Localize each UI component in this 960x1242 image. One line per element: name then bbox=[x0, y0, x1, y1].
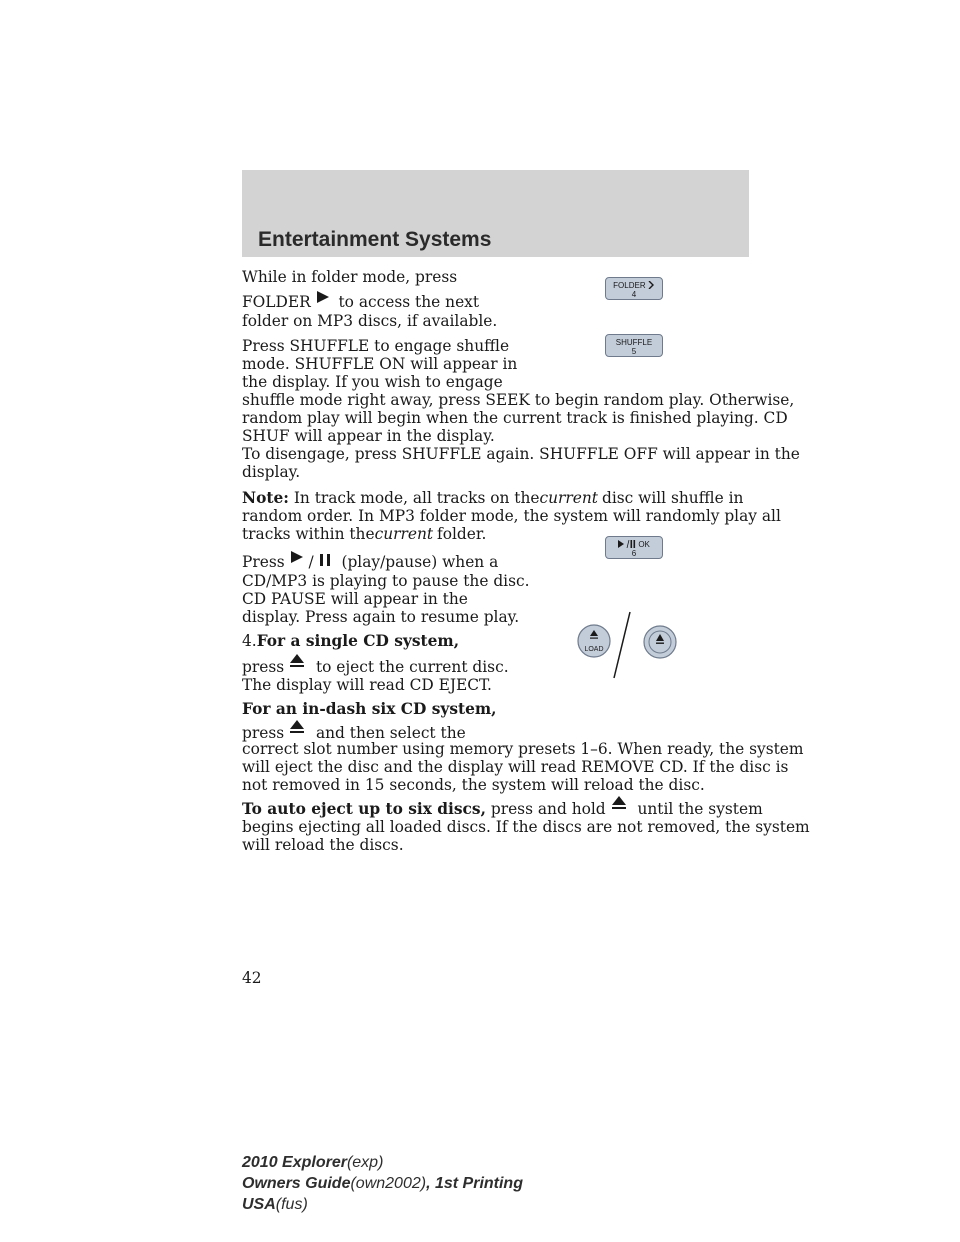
shuffle-line-3: the display. If you wish to engage bbox=[242, 373, 503, 391]
play-arrow-icon bbox=[316, 290, 330, 304]
footer-printing: , 1st Printing bbox=[426, 1175, 523, 1192]
eject-line-7: will eject the disc and the display will read REMOVE CD. If the disc is bbox=[242, 758, 789, 776]
eject-icon bbox=[289, 720, 305, 734]
note-line-1-c: disc will shuffle in bbox=[601, 489, 744, 507]
note-line-2: random order. In MP3 folder mode, the system will randomly play all bbox=[242, 507, 781, 525]
step-number: 4. bbox=[242, 632, 257, 650]
eject-icon bbox=[611, 796, 627, 810]
eject-button bbox=[644, 626, 676, 658]
eject-line-9 bbox=[242, 796, 763, 818]
single-cd-heading: For a single CD system, bbox=[256, 632, 460, 650]
play-separator: / bbox=[308, 553, 314, 571]
ok-label: OK bbox=[638, 540, 650, 549]
shuffle-line-4: shuffle mode right away, press SEEK to begin random play. Otherwise, bbox=[242, 391, 795, 409]
eject-press-word-1: press bbox=[242, 658, 285, 676]
shuffle-line-2: mode. SHUFFLE ON will appear in bbox=[242, 355, 518, 373]
note-line-3 bbox=[242, 525, 486, 543]
auto-eject-heading: To auto eject up to six discs, bbox=[242, 800, 486, 818]
eject-line-3: The display will read CD EJECT. bbox=[242, 676, 492, 694]
eject-line-2 bbox=[242, 654, 509, 676]
folder-button-illustration bbox=[605, 277, 663, 300]
shuffle-line-8: display. bbox=[242, 463, 301, 481]
folder-button-label: FOLDER bbox=[613, 281, 646, 290]
eject-buttons-illustration bbox=[570, 604, 680, 684]
folder-line-2-rest: to access the next bbox=[338, 293, 480, 311]
folder-line-1: While in folder mode, press bbox=[242, 268, 458, 286]
eject-line-6: correct slot number using memory presets 1–6. When ready, the system bbox=[242, 740, 804, 758]
eject-line-2-rest: to eject the current disc. bbox=[315, 658, 509, 676]
play-icon bbox=[290, 550, 304, 564]
note-label: Note: bbox=[242, 489, 289, 507]
print-footer bbox=[242, 1152, 523, 1215]
section-title: Entertainment Systems bbox=[258, 228, 492, 251]
folder-line-2 bbox=[242, 290, 479, 311]
eject-line-5 bbox=[242, 720, 466, 742]
section-header bbox=[242, 170, 749, 257]
eject-line-5-rest: and then select the bbox=[315, 724, 466, 742]
footer-guide: Owners Guide bbox=[242, 1175, 351, 1192]
eject-line-9-b: press and hold bbox=[490, 800, 606, 818]
six-cd-heading: For an in-dash six CD system, bbox=[242, 700, 497, 718]
footer-line-1 bbox=[242, 1152, 523, 1173]
footer-market-code: (fus) bbox=[275, 1196, 308, 1213]
play-line-1 bbox=[242, 550, 498, 571]
play-pause-button-illustration bbox=[605, 536, 663, 559]
play-line-1-rest: (play/pause) when a bbox=[341, 553, 499, 571]
divider-slash bbox=[614, 612, 630, 678]
eject-line-8: not removed in 15 seconds, the system will reload the disc. bbox=[242, 776, 705, 794]
footer-line-3 bbox=[242, 1194, 523, 1215]
shuffle-line-6: SHUF will appear in the display. bbox=[242, 427, 495, 445]
shuffle-line-7: To disengage, press SHUFFLE again. SHUFFLE OFF will appear in the bbox=[242, 445, 800, 463]
eject-line-9-c: until the system bbox=[637, 800, 763, 818]
footer-guide-code: (own2002) bbox=[350, 1175, 427, 1192]
footer-model: 2010 Explorer bbox=[242, 1154, 347, 1171]
load-eject-button bbox=[578, 625, 610, 657]
footer-model-code: (exp) bbox=[346, 1154, 384, 1171]
note-current-2: current bbox=[374, 525, 434, 543]
shuffle-button-label: SHUFFLE bbox=[615, 338, 653, 347]
note-line-1-a: In track mode, all tracks on the bbox=[293, 489, 540, 507]
play-line-4: display. Press again to resume play. bbox=[242, 608, 520, 626]
page-number: 42 bbox=[242, 969, 262, 987]
note-line-3-a: tracks within the bbox=[242, 525, 375, 543]
shuffle-button-number: 5 bbox=[631, 347, 637, 356]
pause-icon bbox=[319, 553, 331, 567]
load-label: LOAD bbox=[584, 646, 604, 653]
play-line-2: CD/MP3 is playing to pause the disc. bbox=[242, 572, 530, 590]
play-line-3: CD PAUSE will appear in the bbox=[242, 590, 468, 608]
eject-step-line bbox=[242, 632, 459, 650]
note-line-1 bbox=[242, 489, 743, 507]
footer-line-2 bbox=[242, 1173, 523, 1194]
note-line-3-c: folder. bbox=[437, 525, 487, 543]
play-press-word: Press bbox=[242, 553, 285, 571]
chevron-right-icon bbox=[648, 281, 655, 289]
eject-icon bbox=[289, 654, 305, 668]
folder-word: FOLDER bbox=[242, 293, 311, 311]
eject-line-11: will reload the discs. bbox=[242, 836, 404, 854]
play-button-number: 6 bbox=[631, 549, 637, 558]
play-pause-icon bbox=[618, 540, 636, 548]
shuffle-button-illustration bbox=[605, 334, 663, 357]
folder-button-number: 4 bbox=[631, 290, 637, 299]
shuffle-line-1: Press SHUFFLE to engage shuffle bbox=[242, 337, 510, 355]
eject-line-10: begins ejecting all loaded discs. If the discs are not removed, the system bbox=[242, 818, 810, 836]
note-current-1: current bbox=[539, 489, 598, 507]
footer-market: USA bbox=[242, 1196, 276, 1213]
folder-line-3: folder on MP3 discs, if available. bbox=[242, 312, 498, 330]
shuffle-line-5: random play will begin when the current track is finished playing. CD bbox=[242, 409, 788, 427]
eject-press-word-2: press bbox=[242, 724, 285, 742]
